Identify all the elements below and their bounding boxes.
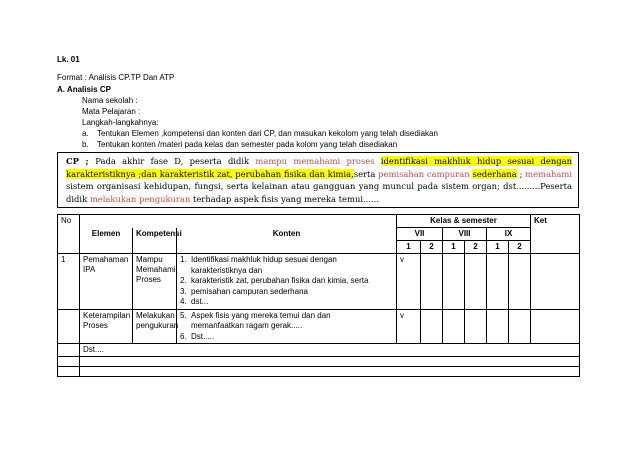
cp-text-1: Pada akhir fase D, peserta didik (95, 156, 256, 166)
row-2-no (58, 309, 80, 344)
field-nama-sekolah: Nama sekolah : (82, 96, 138, 105)
cp-red-2: pemisahan campuran (378, 168, 473, 179)
list-item: 5. Aspek fisis yang mereka temui dan dan (180, 310, 331, 320)
row-2-elemen: Keterampilan Proses (80, 309, 133, 344)
row-2-konten (177, 309, 397, 344)
list-item: 3. pemisahan campuran sederhana (180, 286, 308, 296)
list-item: 6. Dst..... (180, 331, 215, 341)
table-row (58, 309, 580, 344)
header-sem-4: 2 (465, 241, 487, 254)
header-grade-viii: VIII (443, 228, 487, 241)
header-konten: Konten (177, 228, 397, 241)
row-2-check: v (397, 309, 421, 344)
field-langkah: Langkah-langkahnya: (82, 118, 159, 127)
table-row (58, 344, 580, 357)
header-sem-6: 2 (509, 241, 531, 254)
header-sem-5: 1 (487, 241, 509, 254)
header-sem-1: 1 (397, 241, 421, 254)
header-kompetensi: Kompetensi (133, 228, 177, 241)
step-a-marker: a. (82, 129, 89, 138)
cp-text-5: terhadap aspek fisis yang mereka temui...... (190, 193, 379, 204)
cp-red-4: melakukan pengukuran (89, 193, 191, 204)
row-1-elemen: Pemahaman IPA (80, 254, 133, 310)
header-grade-ix: IX (487, 228, 531, 241)
list-item: memanfaatkan ragam gerak..... (191, 321, 303, 330)
cp-red-1: mampu memahami proses (255, 156, 381, 166)
header-sem-3: 1 (443, 241, 465, 254)
row-1-check: v (397, 254, 421, 310)
table-row (58, 254, 580, 310)
cp-label: CP ; (66, 156, 96, 166)
lk-label: Lk. 01 (57, 55, 80, 64)
step-a-text: Tentukan Elemen ,kompetensi dan konten dari CP, dan masukan kekolom yang telah disediakan (97, 129, 438, 138)
field-mata-pelajaran: Mata Pelajaran : (82, 107, 141, 116)
header-grade-vii: VII (397, 228, 443, 241)
section-a-heading: A. Analisis CP (57, 85, 111, 94)
row-1-kompetensi: Mampu Memahami Proses (133, 254, 177, 310)
header-no: No (58, 215, 80, 228)
list-item: 4. dst... (180, 297, 209, 306)
cp-box (57, 152, 579, 208)
table-row (58, 357, 580, 367)
cp-text-2: serta (353, 168, 379, 179)
row-1-konten (177, 254, 397, 310)
header-sem-2: 2 (421, 241, 443, 254)
cp-text-3: ; (516, 168, 526, 179)
row-dst: Dst.... (80, 344, 580, 357)
cp-highlight-2: sederhana (472, 168, 517, 179)
row-1-no: 1 (58, 254, 80, 310)
step-b-marker: b. (82, 140, 89, 149)
analysis-table (57, 214, 580, 377)
row-2-kompetensi: Melakukan pengukuran (133, 309, 177, 344)
cp-highlight-1: identifikasi makhluk hidup sesuai dengan karakteristiknya ;dan karakteristik zat, perubahan fisika dan kimia, (66, 156, 572, 179)
header-ket: Ket (531, 215, 580, 228)
step-b-text: Tentukan konten /materi pada kelas dan semester pada kolom yang telah disediakan (97, 140, 398, 149)
format-line: Format : Analisis CP.TP Dan ATP (57, 73, 175, 82)
list-item: karakteristiknya dan (191, 265, 263, 275)
cp-text-4: sistem organisasi kehidupan, fungsi, serta kelainan atau gangguan yang muncul pada sistem organ; dst.........Peserta didik (66, 181, 572, 204)
cp-red-3: memahami (525, 168, 572, 179)
list-item: 1. Identifikasi makhluk hidup sesuai dengan (180, 255, 337, 264)
header-kelas-semester: Kelas & semester (397, 215, 531, 228)
list-item: 2. karakteristik zat, perubahan fisika dan kimia, serta (180, 276, 369, 285)
table-row (58, 367, 580, 377)
header-elemen: Elemen (80, 228, 133, 241)
